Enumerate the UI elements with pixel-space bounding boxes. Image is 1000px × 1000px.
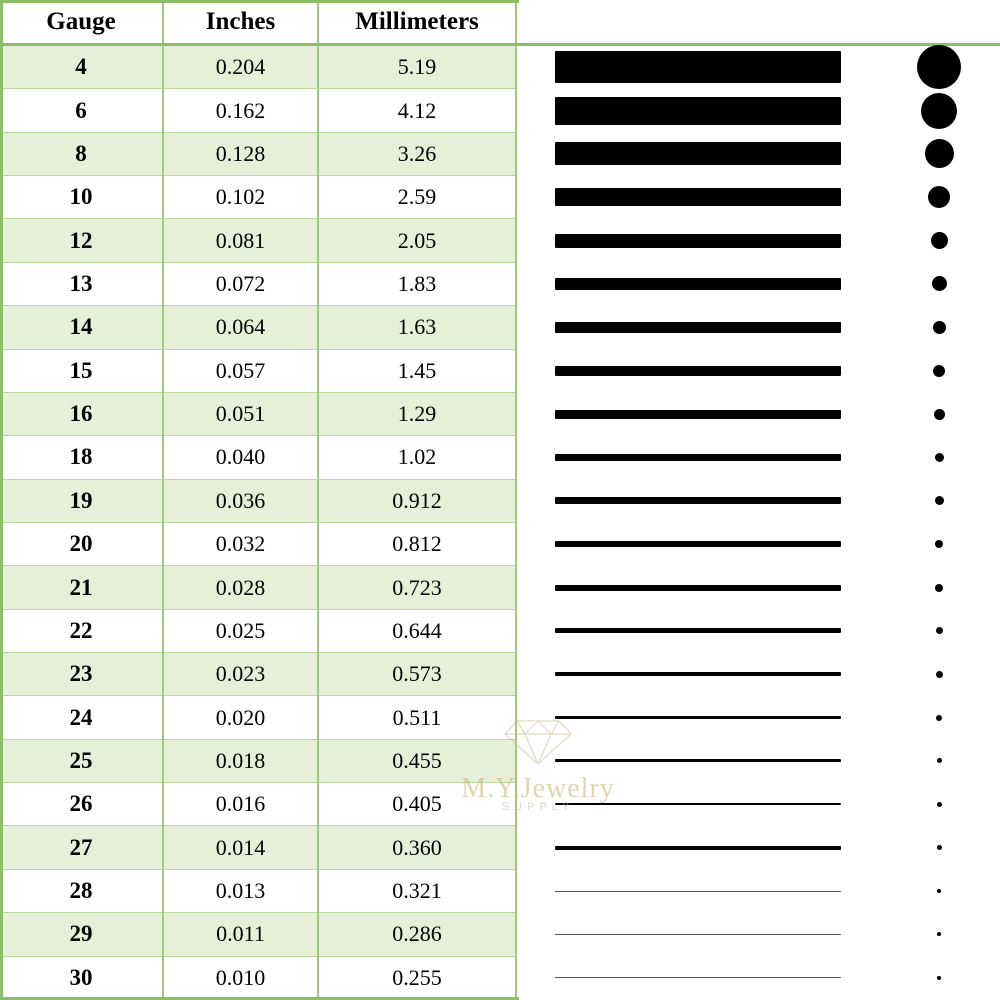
wire-diameter-dot (935, 453, 944, 462)
wire-thickness-bar (555, 672, 841, 676)
cell-inches: 0.013 (163, 869, 318, 912)
cell-gauge: 19 (0, 479, 163, 522)
cell-wire-thickness (516, 522, 878, 565)
cell-wire-dot (878, 956, 1000, 999)
cell-gauge: 28 (0, 869, 163, 912)
cell-wire-thickness (516, 653, 878, 696)
wire-thickness-bar (555, 142, 841, 165)
wire-diameter-dot (935, 584, 943, 592)
table-row (0, 89, 1000, 132)
wire-thickness-bar (555, 541, 841, 547)
watermark-subtitle: SUPPLY (501, 801, 575, 813)
cell-millimeters: 2.59 (318, 176, 516, 219)
cell-inches: 0.025 (163, 609, 318, 652)
cell-wire-dot (878, 132, 1000, 175)
wire-diameter-dot (936, 627, 943, 634)
table-row (0, 306, 1000, 349)
cell-wire-thickness (516, 826, 878, 869)
table-header (0, 0, 1000, 45)
wire-diameter-dot (931, 232, 948, 249)
table-row (0, 566, 1000, 609)
table-row (0, 176, 1000, 219)
table-row (0, 956, 1000, 999)
cell-wire-thickness (516, 392, 878, 435)
cell-wire-dot (878, 783, 1000, 826)
cell-wire-thickness (516, 566, 878, 609)
wire-diameter-dot (933, 365, 945, 377)
cell-wire-dot (878, 826, 1000, 869)
watermark-name: M.Y.Jewelry (461, 773, 615, 804)
wire-diameter-dot (917, 45, 961, 89)
cell-millimeters: 0.321 (318, 869, 516, 912)
wire-thickness-bar (555, 977, 841, 978)
table-row (0, 653, 1000, 696)
cell-millimeters: 0.360 (318, 826, 516, 869)
wire-diameter-dot (935, 540, 943, 548)
cell-gauge: 30 (0, 956, 163, 999)
table-row (0, 696, 1000, 739)
cell-gauge: 22 (0, 609, 163, 652)
cell-gauge: 6 (0, 89, 163, 132)
cell-inches: 0.064 (163, 306, 318, 349)
wire-thickness-bar (555, 234, 841, 248)
cell-millimeters: 1.02 (318, 436, 516, 479)
wire-thickness-bar (555, 934, 841, 935)
wire-diameter-dot (937, 976, 941, 980)
column-header-gauge: Gauge (0, 0, 163, 45)
wire-diameter-dot (935, 496, 944, 505)
cell-gauge: 27 (0, 826, 163, 869)
wire-thickness-bar (555, 628, 841, 633)
cell-millimeters: 0.255 (318, 956, 516, 999)
wire-thickness-bar (555, 366, 841, 376)
cell-millimeters: 1.45 (318, 349, 516, 392)
cell-millimeters: 1.83 (318, 262, 516, 305)
cell-millimeters: 1.63 (318, 306, 516, 349)
wire-diameter-dot (921, 93, 957, 129)
wire-diameter-dot (937, 845, 942, 850)
cell-millimeters: 0.511 (318, 696, 516, 739)
table-row (0, 392, 1000, 435)
cell-inches: 0.016 (163, 783, 318, 826)
table-row (0, 869, 1000, 912)
cell-gauge: 21 (0, 566, 163, 609)
cell-inches: 0.014 (163, 826, 318, 869)
wire-thickness-bar (555, 846, 841, 850)
wire-thickness-bar (555, 803, 841, 805)
cell-wire-dot (878, 436, 1000, 479)
wire-thickness-bar (555, 97, 841, 125)
cell-wire-dot (878, 262, 1000, 305)
cell-wire-thickness (516, 696, 878, 739)
cell-gauge: 10 (0, 176, 163, 219)
cell-inches: 0.020 (163, 696, 318, 739)
cell-gauge: 15 (0, 349, 163, 392)
cell-inches: 0.023 (163, 653, 318, 696)
cell-gauge: 14 (0, 306, 163, 349)
wire-thickness-bar (555, 585, 841, 591)
wire-diameter-dot (937, 758, 942, 763)
cell-millimeters: 1.29 (318, 392, 516, 435)
cell-inches: 0.018 (163, 739, 318, 782)
cell-wire-thickness (516, 869, 878, 912)
cell-wire-thickness (516, 132, 878, 175)
cell-gauge: 23 (0, 653, 163, 696)
table-row (0, 436, 1000, 479)
table-row (0, 522, 1000, 565)
cell-wire-thickness (516, 436, 878, 479)
cell-inches: 0.036 (163, 479, 318, 522)
cell-wire-dot (878, 696, 1000, 739)
wire-diameter-dot (937, 889, 941, 893)
wire-thickness-bar (555, 454, 841, 461)
cell-inches: 0.011 (163, 913, 318, 956)
cell-wire-dot (878, 479, 1000, 522)
cell-inches: 0.028 (163, 566, 318, 609)
wire-diameter-dot (937, 802, 942, 807)
cell-wire-dot (878, 45, 1000, 89)
wire-diameter-dot (932, 276, 947, 291)
table-row (0, 739, 1000, 782)
cell-wire-thickness (516, 262, 878, 305)
cell-wire-thickness (516, 609, 878, 652)
cell-gauge: 8 (0, 132, 163, 175)
table-row (0, 479, 1000, 522)
wire-diameter-dot (933, 321, 946, 334)
cell-wire-dot (878, 739, 1000, 782)
table-row (0, 826, 1000, 869)
cell-wire-dot (878, 392, 1000, 435)
cell-millimeters: 0.912 (318, 479, 516, 522)
column-header-inches: Inches (163, 0, 318, 45)
cell-inches: 0.072 (163, 262, 318, 305)
cell-gauge: 24 (0, 696, 163, 739)
cell-wire-thickness (516, 349, 878, 392)
cell-wire-dot (878, 306, 1000, 349)
wire-thickness-bar (555, 891, 841, 892)
cell-inches: 0.204 (163, 45, 318, 89)
table-row (0, 45, 1000, 89)
column-header-millimeters: Millimeters (318, 0, 516, 45)
cell-inches: 0.162 (163, 89, 318, 132)
cell-gauge: 25 (0, 739, 163, 782)
wire-diameter-dot (928, 186, 950, 208)
wire-thickness-bar (555, 759, 841, 762)
cell-millimeters: 4.12 (318, 89, 516, 132)
wire-diameter-dot (937, 932, 941, 936)
cell-millimeters: 0.286 (318, 913, 516, 956)
wire-diameter-dot (934, 409, 945, 420)
wire-thickness-bar (555, 51, 841, 83)
cell-wire-dot (878, 176, 1000, 219)
cell-wire-dot (878, 869, 1000, 912)
cell-wire-thickness (516, 739, 878, 782)
cell-millimeters: 0.812 (318, 522, 516, 565)
cell-wire-dot (878, 609, 1000, 652)
cell-wire-dot (878, 219, 1000, 262)
cell-gauge: 29 (0, 913, 163, 956)
cell-wire-dot (878, 522, 1000, 565)
wire-thickness-bar (555, 497, 841, 504)
cell-wire-thickness (516, 306, 878, 349)
cell-wire-thickness (516, 783, 878, 826)
cell-gauge: 26 (0, 783, 163, 826)
cell-inches: 0.040 (163, 436, 318, 479)
cell-wire-thickness (516, 45, 878, 89)
table-body (0, 45, 1000, 1000)
cell-millimeters: 2.05 (318, 219, 516, 262)
cell-wire-thickness (516, 479, 878, 522)
table-row (0, 913, 1000, 956)
cell-wire-dot (878, 566, 1000, 609)
cell-wire-thickness (516, 956, 878, 999)
cell-millimeters: 0.455 (318, 739, 516, 782)
table-row (0, 609, 1000, 652)
cell-inches: 0.128 (163, 132, 318, 175)
cell-millimeters: 0.723 (318, 566, 516, 609)
cell-inches: 0.081 (163, 219, 318, 262)
header-row (0, 0, 1000, 45)
table-row (0, 349, 1000, 392)
cell-wire-thickness (516, 219, 878, 262)
cell-millimeters: 5.19 (318, 45, 516, 89)
cell-gauge: 18 (0, 436, 163, 479)
cell-wire-dot (878, 653, 1000, 696)
column-header-illustration (516, 0, 1000, 45)
cell-millimeters: 3.26 (318, 132, 516, 175)
wire-diameter-dot (936, 715, 942, 721)
wire-diameter-dot (925, 139, 954, 168)
cell-gauge: 16 (0, 392, 163, 435)
cell-gauge: 12 (0, 219, 163, 262)
cell-wire-thickness (516, 176, 878, 219)
table-row (0, 132, 1000, 175)
cell-inches: 0.032 (163, 522, 318, 565)
table-row (0, 219, 1000, 262)
cell-gauge: 13 (0, 262, 163, 305)
cell-wire-dot (878, 89, 1000, 132)
cell-wire-thickness (516, 89, 878, 132)
cell-inches: 0.010 (163, 956, 318, 999)
cell-inches: 0.102 (163, 176, 318, 219)
cell-wire-dot (878, 913, 1000, 956)
table-row (0, 262, 1000, 305)
cell-inches: 0.051 (163, 392, 318, 435)
wire-thickness-bar (555, 410, 841, 419)
cell-millimeters: 0.405 (318, 783, 516, 826)
cell-millimeters: 0.644 (318, 609, 516, 652)
wire-thickness-bar (555, 716, 841, 719)
wire-diameter-dot (936, 671, 943, 678)
wire-thickness-bar (555, 322, 841, 333)
wire-thickness-bar (555, 278, 841, 290)
cell-wire-dot (878, 349, 1000, 392)
cell-gauge: 4 (0, 45, 163, 89)
cell-wire-thickness (516, 913, 878, 956)
cell-gauge: 20 (0, 522, 163, 565)
cell-inches: 0.057 (163, 349, 318, 392)
table-row (0, 783, 1000, 826)
cell-millimeters: 0.573 (318, 653, 516, 696)
wire-thickness-bar (555, 188, 841, 206)
